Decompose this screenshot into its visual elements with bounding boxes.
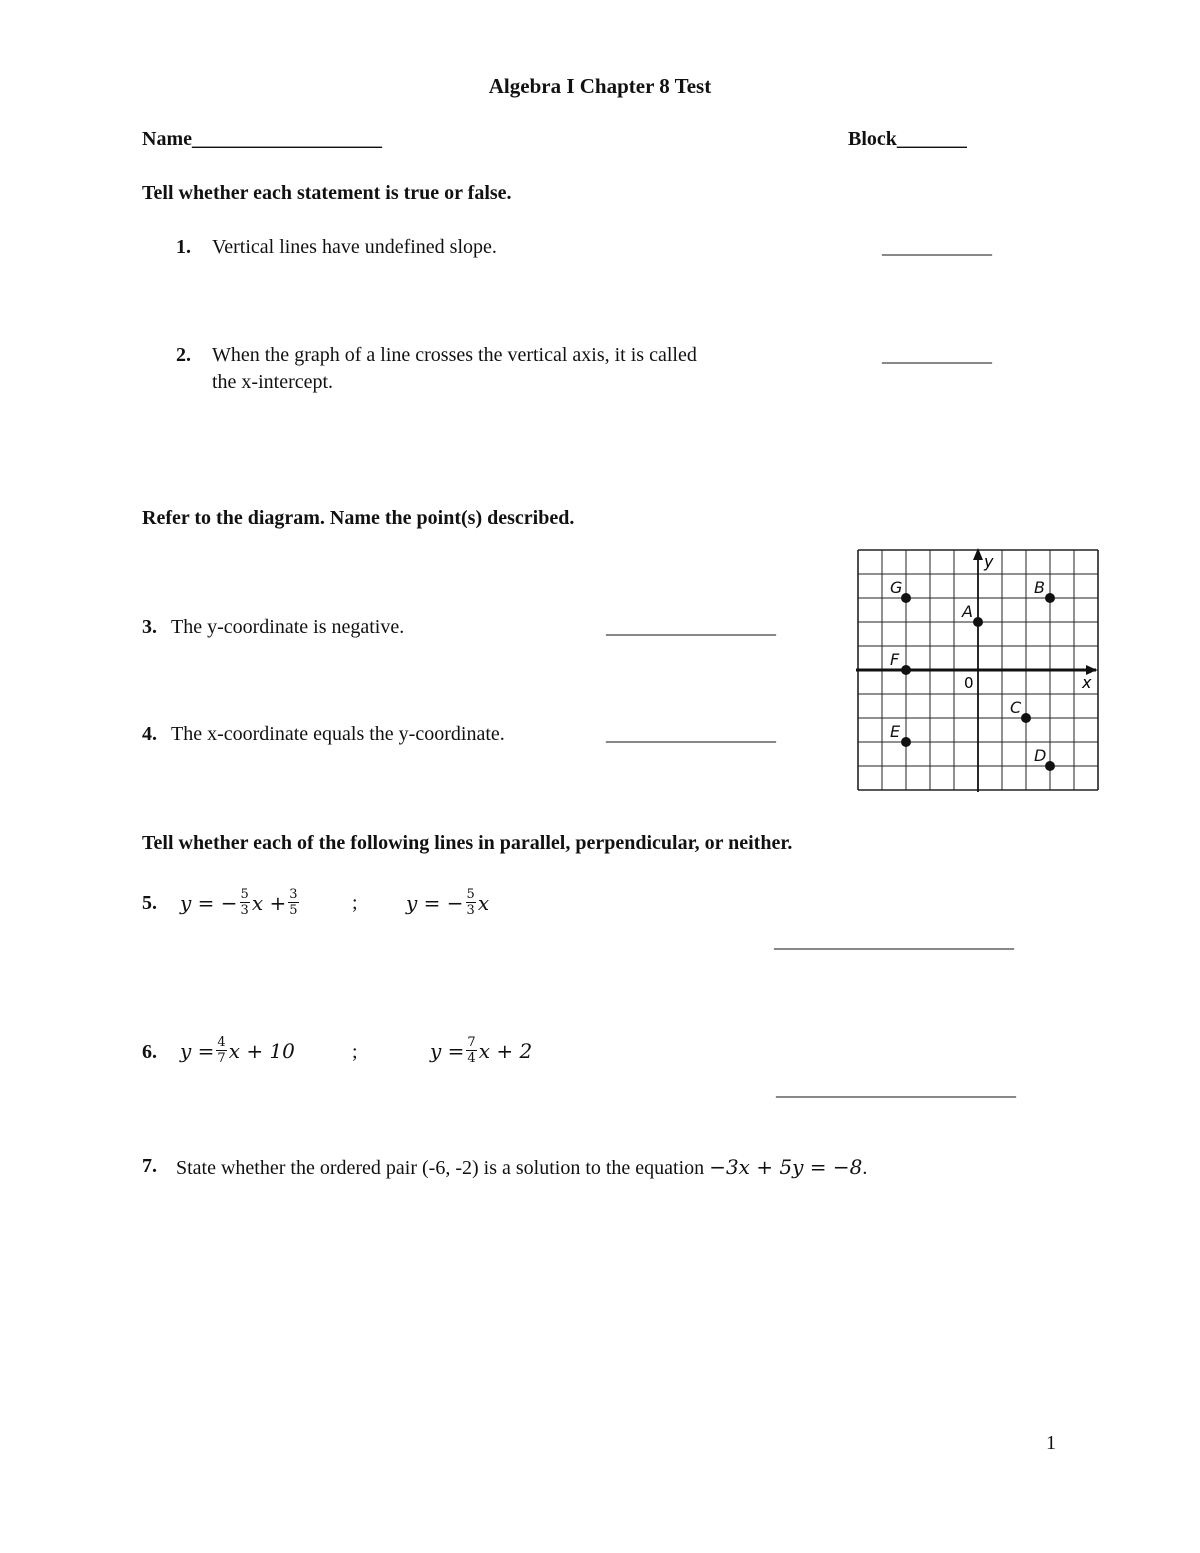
section2-instruction: Refer to the diagram. Name the point(s) described. [142,507,575,529]
q6-fraction-1 [216,1036,226,1065]
page-title: Algebra I Chapter 8 Test [488,74,712,98]
q2-text-line2: the x-intercept. [212,371,334,393]
section3-instruction: Tell whether each of the following lines in parallel, perpendicular, or neither. [142,832,793,854]
q6-equation-1 [180,1035,295,1067]
q6-frac2-num: 7 [467,1035,476,1050]
q7-equation: −3x + 5y = −8 [709,1155,863,1179]
point-label-a: A [962,602,973,621]
q4-answer-blank[interactable]: _________________ [606,723,776,745]
q6-eq1-lhs: y = [180,1039,215,1063]
q5-answer-blank[interactable]: ________________________ [774,930,1014,952]
q5-equation-2 [406,887,490,919]
q7-period: . [862,1157,868,1179]
q6-separator: ; [352,1041,358,1063]
q4-number: 4. [142,723,157,745]
point-label-d: D [1034,746,1047,765]
q5-fraction-1 [240,888,250,917]
q5-equation-1 [180,887,301,919]
q6-frac1-den: 7 [217,1051,226,1066]
q2-number: 2. [176,344,191,366]
name-field[interactable]: Name___________________ [142,128,382,150]
q6-frac2-den: 4 [467,1051,476,1066]
block-field[interactable]: Block_______ [848,128,967,150]
coordinate-grid-diagram [850,540,1106,802]
q4-text: The x-coordinate equals the y-coordinate. [171,723,505,745]
q1-text: Vertical lines have undefined slope. [212,236,497,258]
q3-number: 3. [142,616,157,638]
point-d [1045,761,1055,771]
origin-label: 0 [964,674,974,692]
q5-frac3-den: 3 [466,903,475,918]
point-f [901,665,911,675]
q5-eq1-x: x + [251,891,287,915]
y-axis-label: y [984,552,994,571]
point-a [973,617,983,627]
q5-frac2-den: 5 [289,903,298,918]
q2-answer-blank[interactable]: ___________ [882,344,992,366]
point-g [901,593,911,603]
point-label-b: B [1034,578,1045,597]
q5-frac3-num: 5 [466,887,475,902]
point-label-c: C [1010,698,1022,717]
page-number: 1 [1046,1432,1056,1454]
q3-text: The y-coordinate is negative. [171,616,405,638]
q5-frac2-num: 3 [289,887,298,902]
q7-text: State whether the ordered pair (-6, -2) is a solution to the equation [176,1157,705,1179]
q5-eq2-lhs: y = − [406,891,464,915]
q1-answer-blank[interactable]: ___________ [882,236,992,258]
q5-fraction-2 [288,888,298,917]
q5-frac1-den: 3 [240,903,249,918]
q6-equation-2 [430,1035,533,1067]
q1-number: 1. [176,236,191,258]
section1-instruction: Tell whether each statement is true or false. [142,182,512,204]
q2-text-line1: When the graph of a line crosses the vertical axis, it is called [212,344,697,366]
q6-frac1-num: 4 [217,1035,226,1050]
q7-number: 7. [142,1155,157,1177]
q6-answer-blank[interactable]: ________________________ [776,1078,1016,1100]
q6-eq2-lhs: y = [430,1039,465,1063]
point-c [1021,713,1031,723]
q6-fraction-2 [466,1036,476,1065]
x-axis-label: x [1082,673,1092,692]
point-label-g: G [890,578,903,597]
q5-number: 5. [142,892,157,914]
point-label-e: E [890,722,901,741]
point-label-f: F [890,650,900,669]
q7-line [176,1155,867,1180]
q5-separator: ; [352,892,358,914]
point-b [1045,593,1055,603]
point-e [901,737,911,747]
q6-eq1-x: x + 10 [228,1039,295,1063]
q6-eq2-x: x + 2 [478,1039,533,1063]
q3-answer-blank[interactable]: _________________ [606,616,776,638]
q6-number: 6. [142,1041,157,1063]
q5-eq2-x: x [477,891,490,915]
q5-frac1-num: 5 [240,887,249,902]
q5-eq1-lhs: y = − [180,891,238,915]
q5-fraction-3 [466,888,476,917]
